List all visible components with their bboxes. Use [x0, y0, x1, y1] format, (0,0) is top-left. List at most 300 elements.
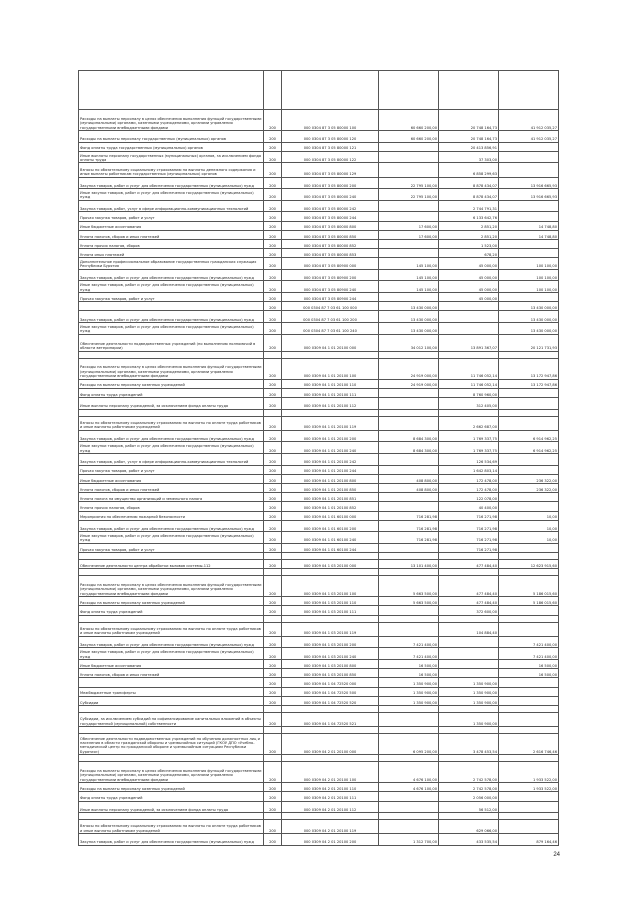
- row-code-cell: 200: [264, 430, 282, 442]
- row-approved-cell: 34 012 100,00: [379, 334, 439, 351]
- row-unexecuted-cell: 1 933 522,00: [499, 762, 559, 783]
- row-unexecuted-cell: 10,00: [499, 511, 559, 520]
- row-kbk-cell: 000 0309 04 1 01 20100 800: [282, 474, 379, 483]
- row-executed-cell: 20 413 856,91: [439, 142, 499, 151]
- row-approved-cell: [379, 200, 439, 212]
- row-unexecuted-cell: [499, 502, 559, 511]
- row-executed-cell: [439, 553, 499, 560]
- row-name-cell: Уплата налогов, сборов и иных платежей: [79, 483, 264, 492]
- row-kbk-cell: 000 0309 04 2 01 20100 000: [282, 734, 379, 755]
- row-executed-cell: 8 878 434,07: [439, 177, 499, 189]
- row-code-cell: 200: [264, 783, 282, 792]
- row-kbk-cell: 000 0309 04 1 01 60100 244: [282, 543, 379, 552]
- row-approved-cell: [379, 416, 439, 430]
- row-code-cell: 200: [264, 678, 282, 687]
- row-code-cell: 200: [264, 483, 282, 492]
- row-code-cell: 200: [264, 834, 282, 846]
- row-unexecuted-cell: [499, 239, 559, 248]
- row-name-cell: Уплата иных платежей: [79, 249, 264, 258]
- row-unexecuted-cell: 7 421 400,00: [499, 648, 559, 660]
- row-kbk-cell: 000 0309 04 1 01 20100 000: [282, 334, 379, 351]
- row-approved-cell: 1 350 900,00: [379, 696, 439, 705]
- row-name-cell: Иные закупки товаров, работ и услуг для обеспечения государственных (муниципальных) нужд: [79, 648, 264, 660]
- row-approved-cell: 145 100,00: [379, 258, 439, 270]
- table-row: [79, 727, 559, 734]
- row-unexecuted-cell: [499, 151, 559, 163]
- row-approved-cell: 1 312 700,00: [379, 834, 439, 846]
- row-kbk-cell: [282, 71, 379, 110]
- table-row: [79, 734, 559, 755]
- row-unexecuted-cell: [499, 712, 559, 726]
- row-approved-cell: [379, 502, 439, 511]
- row-kbk-cell: 000 0309 04 1 03 20100 119: [282, 622, 379, 636]
- table-row: [79, 430, 559, 442]
- table-row: [79, 543, 559, 552]
- row-approved-cell: [379, 705, 439, 712]
- row-name-cell: Иные бюджетные ассигнования: [79, 660, 264, 669]
- row-kbk-cell: 000 0309 04 1 03 20100 200: [282, 636, 379, 648]
- row-name-cell: [79, 678, 264, 687]
- table-row: [79, 269, 559, 281]
- row-unexecuted-cell: 12 623 915,60: [499, 560, 559, 569]
- table-row: [79, 249, 559, 258]
- row-kbk-cell: 000 0304 87 3 05 80000 242: [282, 200, 379, 212]
- row-name-cell: Иные выплаты персоналу учреждений, за исключением фонда оплаты труда: [79, 398, 264, 410]
- table-row: [79, 465, 559, 474]
- row-code-cell: 200: [264, 660, 282, 669]
- table-row: [79, 615, 559, 622]
- table-row: [79, 163, 559, 177]
- row-name-cell: Иные закупки товаров, работ и услуг для обеспечения государственных (муниципальных) нужд: [79, 281, 264, 293]
- row-approved-cell: [379, 249, 439, 258]
- row-kbk-cell: [282, 553, 379, 560]
- row-executed-cell: [439, 409, 499, 416]
- row-approved-cell: 24 919 000,00: [379, 358, 439, 379]
- row-name-cell: Закупка товаров, работ и услуг для обеспечения государственных (муниципальных) нужд: [79, 311, 264, 323]
- row-name-cell: Прочая закупка товаров, работ и услуг: [79, 212, 264, 221]
- row-code-cell: [264, 409, 282, 416]
- row-code-cell: [264, 553, 282, 560]
- row-approved-cell: 13 430 000,00: [379, 302, 439, 311]
- row-name-cell: Взносы по обязательному социальному страхованию на выплаты по оплате труда работников и иные выплаты работникам учреждений: [79, 820, 264, 834]
- row-unexecuted-cell: 16 500,00: [499, 669, 559, 678]
- row-approved-cell: 22 795 100,00: [379, 177, 439, 189]
- row-kbk-cell: 000 0309 04 1 01 20100 851: [282, 493, 379, 502]
- row-approved-cell: 24 919 000,00: [379, 379, 439, 388]
- row-approved-cell: 1 350 900,00: [379, 687, 439, 696]
- row-kbk-cell: 000 0304 87 3 05 80000 853: [282, 249, 379, 258]
- row-executed-cell: 716 271,98: [439, 532, 499, 544]
- row-code-cell: 200: [264, 293, 282, 302]
- table-row: [79, 813, 559, 820]
- row-kbk-cell: 000 0309 04 1 01 20100 119: [282, 416, 379, 430]
- row-kbk-cell: 000 0304 87 7 03 61 100 200: [282, 311, 379, 323]
- row-unexecuted-cell: [499, 293, 559, 302]
- table-row: [79, 553, 559, 560]
- row-executed-cell: [439, 705, 499, 712]
- row-code-cell: [264, 727, 282, 734]
- page-number: 24: [553, 852, 560, 858]
- row-code-cell: 200: [264, 511, 282, 520]
- row-kbk-cell: 000 0309 04 1 03 20100 800: [282, 660, 379, 669]
- row-unexecuted-cell: [499, 606, 559, 615]
- row-executed-cell: 6 858 299,63: [439, 163, 499, 177]
- table-row: [79, 755, 559, 762]
- row-kbk-cell: 000 0309 04 1 03 20100 850: [282, 669, 379, 678]
- row-kbk-cell: 000 0304 87 3 05 80000 121: [282, 142, 379, 151]
- row-unexecuted-cell: [499, 142, 559, 151]
- row-approved-cell: 60 660 200,00: [379, 131, 439, 143]
- table-row: [79, 293, 559, 302]
- table-row: [79, 801, 559, 813]
- row-executed-cell: 3 478 453,54: [439, 734, 499, 755]
- row-kbk-cell: 000 0304 87 3 05 80000 200: [282, 177, 379, 189]
- row-approved-cell: 716 281,98: [379, 532, 439, 544]
- row-kbk-cell: 000 0309 04 1 04 72520 000: [282, 678, 379, 687]
- row-code-cell: 200: [264, 801, 282, 813]
- table-row: [79, 483, 559, 492]
- row-kbk-cell: [282, 351, 379, 358]
- row-code-cell: 200: [264, 398, 282, 410]
- row-name-cell: Расходы на выплаты персоналу казенных учреждений: [79, 783, 264, 792]
- row-unexecuted-cell: 236 322,00: [499, 483, 559, 492]
- row-code-cell: 200: [264, 465, 282, 474]
- row-unexecuted-cell: [499, 622, 559, 636]
- row-name-cell: Субсидии, за исключением субсидий на софинансирование капитальных вложений в объекты государственной (муниципальной) собственности: [79, 712, 264, 726]
- row-unexecuted-cell: 13 172 947,86: [499, 358, 559, 379]
- row-name-cell: Закупка товаров, работ и услуг для обеспечения государственных (муниципальных) нужд: [79, 636, 264, 648]
- row-name-cell: Обеспечение деятельности подведомственных учреждений (по выполнению полномочий в области ветеринарии): [79, 334, 264, 351]
- row-code-cell: 200: [264, 622, 282, 636]
- row-name-cell: Закупка товаров, работ и услуг для обеспечения государственных (муниципальных) нужд: [79, 520, 264, 532]
- row-code-cell: 200: [264, 442, 282, 454]
- table-row: [79, 334, 559, 351]
- table-row: [79, 648, 559, 660]
- row-unexecuted-cell: [499, 678, 559, 687]
- row-code-cell: 200: [264, 200, 282, 212]
- row-kbk-cell: 000 0309 04 1 01 60100 240: [282, 532, 379, 544]
- row-name-cell: Взносы по обязательному социальному страхованию на выплаты по оплате труда работников и иные выплаты работникам учреждений: [79, 416, 264, 430]
- row-name-cell: Дополнительное профессиональное образование государственных гражданских служащих Республики Бурятия: [79, 258, 264, 270]
- row-code-cell: 200: [264, 687, 282, 696]
- row-unexecuted-cell: 41 912 035,27: [499, 110, 559, 131]
- row-name-cell: Уплата прочих налогов, сборов: [79, 239, 264, 248]
- row-kbk-cell: 000 0304 87 3 05 80000 850: [282, 230, 379, 239]
- row-kbk-cell: 000 0309 04 1 03 20100 111: [282, 606, 379, 615]
- row-executed-cell: 122 078,00: [439, 493, 499, 502]
- row-kbk-cell: 000 0304 87 3 05 80900 200: [282, 269, 379, 281]
- row-unexecuted-cell: [499, 398, 559, 410]
- row-approved-cell: [379, 351, 439, 358]
- table-row: [79, 398, 559, 410]
- table-row: [79, 474, 559, 483]
- row-name-cell: Прочая закупка товаров, работ и услуг: [79, 465, 264, 474]
- row-executed-cell: 2 662 687,00: [439, 416, 499, 430]
- row-name-cell: Взносы по обязательному социальному страхованию на выплаты денежного содержания и иные выплаты работникам государственных (муниципальных) органов: [79, 163, 264, 177]
- row-executed-cell: 45 000,00: [439, 293, 499, 302]
- budget-execution-table: [78, 70, 559, 846]
- row-name-cell: Мероприятия по обеспечению пожарной безопасности: [79, 511, 264, 520]
- row-code-cell: 200: [264, 388, 282, 397]
- row-code-cell: 200: [264, 269, 282, 281]
- row-approved-cell: [379, 71, 439, 110]
- row-kbk-cell: 000 0309 04 1 01 20100 111: [282, 388, 379, 397]
- row-kbk-cell: [282, 569, 379, 576]
- row-name-cell: Закупка товаров, работ, услуг в сфере информационно-коммуникационных технологий: [79, 200, 264, 212]
- table-row: [79, 239, 559, 248]
- row-kbk-cell: [282, 755, 379, 762]
- row-code-cell: [264, 755, 282, 762]
- row-code-cell: 200: [264, 249, 282, 258]
- row-unexecuted-cell: 13 916 665,93: [499, 177, 559, 189]
- row-name-cell: Фонд оплаты труда учреждений: [79, 792, 264, 801]
- table-row: [79, 502, 559, 511]
- table-row: [79, 230, 559, 239]
- row-name-cell: [79, 553, 264, 560]
- table-row: [79, 622, 559, 636]
- row-code-cell: 200: [264, 712, 282, 726]
- row-code-cell: 200: [264, 131, 282, 143]
- row-executed-cell: 1 523,00: [439, 239, 499, 248]
- row-approved-cell: [379, 712, 439, 726]
- row-kbk-cell: 000 0309 04 1 01 60100 000: [282, 511, 379, 520]
- row-executed-cell: 40 400,00: [439, 502, 499, 511]
- row-code-cell: 200: [264, 493, 282, 502]
- row-kbk-cell: 000 0304 87 3 05 80000 240: [282, 189, 379, 201]
- row-executed-cell: [439, 311, 499, 323]
- row-code-cell: 200: [264, 416, 282, 430]
- row-name-cell: Фонд оплаты труда учреждений: [79, 606, 264, 615]
- table-row: [79, 71, 559, 110]
- row-executed-cell: 2 851,20: [439, 221, 499, 230]
- row-code-cell: 200: [264, 474, 282, 483]
- row-approved-cell: [379, 398, 439, 410]
- table-row: [79, 189, 559, 201]
- row-name-cell: Прочая закупка товаров, работ и услуг: [79, 293, 264, 302]
- row-code-cell: 200: [264, 502, 282, 511]
- row-code-cell: 200: [264, 323, 282, 335]
- row-unexecuted-cell: 13 916 665,93: [499, 189, 559, 201]
- table-row: [79, 636, 559, 648]
- row-approved-cell: [379, 163, 439, 177]
- row-executed-cell: 45 000,00: [439, 269, 499, 281]
- row-unexecuted-cell: [499, 792, 559, 801]
- table-row: [79, 258, 559, 270]
- row-approved-cell: [379, 212, 439, 221]
- row-executed-cell: 37 303,00: [439, 151, 499, 163]
- table-row: [79, 142, 559, 151]
- row-approved-cell: 145 100,00: [379, 281, 439, 293]
- row-code-cell: 200: [264, 110, 282, 131]
- table-row: [79, 532, 559, 544]
- row-approved-cell: 145 100,00: [379, 269, 439, 281]
- table-row: [79, 379, 559, 388]
- row-code-cell: 200: [264, 177, 282, 189]
- row-unexecuted-cell: [499, 696, 559, 705]
- table-row: [79, 212, 559, 221]
- row-approved-cell: [379, 792, 439, 801]
- row-name-cell: Уплата налогов, сборов и иных платежей: [79, 230, 264, 239]
- row-kbk-cell: 000 0304 87 3 05 80900 000: [282, 258, 379, 270]
- table-row: [79, 493, 559, 502]
- row-executed-cell: 477 484,40: [439, 576, 499, 597]
- row-executed-cell: 678,20: [439, 249, 499, 258]
- row-executed-cell: 20 748 164,73: [439, 131, 499, 143]
- row-kbk-cell: [282, 615, 379, 622]
- row-kbk-cell: 000 0309 04 1 01 20100 242: [282, 453, 379, 465]
- row-approved-cell: 17 600,00: [379, 221, 439, 230]
- table-row: [79, 792, 559, 801]
- table-row: [79, 696, 559, 705]
- row-name-cell: [79, 351, 264, 358]
- row-kbk-cell: [282, 705, 379, 712]
- row-name-cell: Иные бюджетные ассигнования: [79, 474, 264, 483]
- row-kbk-cell: 000 0309 04 1 01 20100 850: [282, 483, 379, 492]
- row-executed-cell: 1 642 803,14: [439, 465, 499, 474]
- table-body: [79, 71, 559, 846]
- row-executed-cell: 6 133 642,76: [439, 212, 499, 221]
- row-unexecuted-cell: 13 430 000,00: [499, 302, 559, 311]
- row-executed-cell: 372 600,00: [439, 606, 499, 615]
- row-kbk-cell: 000 0309 04 1 01 20100 200: [282, 430, 379, 442]
- row-approved-cell: 13 430 000,00: [379, 311, 439, 323]
- table-row: [79, 678, 559, 687]
- row-approved-cell: 7 421 400,00: [379, 648, 439, 660]
- row-executed-cell: 2 742 578,00: [439, 762, 499, 783]
- row-unexecuted-cell: 41 912 035,27: [499, 131, 559, 143]
- row-unexecuted-cell: 6 914 962,25: [499, 430, 559, 442]
- row-approved-cell: [379, 606, 439, 615]
- row-approved-cell: [379, 755, 439, 762]
- row-kbk-cell: 000 0304 87 7 03 61 100 240: [282, 323, 379, 335]
- row-executed-cell: [439, 669, 499, 678]
- row-name-cell: Закупка товаров, работ, услуг в сфере информационно-коммуникационных технологий: [79, 453, 264, 465]
- row-executed-cell: 629 066,00: [439, 820, 499, 834]
- row-executed-cell: 477 484,40: [439, 560, 499, 569]
- row-executed-cell: 11 746 052,14: [439, 358, 499, 379]
- row-executed-cell: [439, 351, 499, 358]
- row-kbk-cell: 000 0304 87 3 05 80000 120: [282, 131, 379, 143]
- row-unexecuted-cell: 1 933 522,00: [499, 783, 559, 792]
- row-approved-cell: [379, 493, 439, 502]
- row-approved-cell: [379, 409, 439, 416]
- table-row: [79, 820, 559, 834]
- table-row: [79, 511, 559, 520]
- row-unexecuted-cell: 100 100,00: [499, 258, 559, 270]
- row-code-cell: 200: [264, 669, 282, 678]
- row-unexecuted-cell: [499, 453, 559, 465]
- table-row: [79, 221, 559, 230]
- row-kbk-cell: 000 0304 87 3 05 80000 122: [282, 151, 379, 163]
- row-code-cell: 200: [264, 560, 282, 569]
- row-approved-cell: [379, 239, 439, 248]
- row-executed-cell: 477 484,40: [439, 597, 499, 606]
- row-executed-cell: 1 769 337,75: [439, 430, 499, 442]
- row-name-cell: Закупка товаров, работ и услуг для обеспечения государственных (муниципальных) нужд: [79, 834, 264, 846]
- row-executed-cell: 45 000,00: [439, 281, 499, 293]
- row-approved-cell: 6 095 200,00: [379, 734, 439, 755]
- row-executed-cell: [439, 323, 499, 335]
- row-executed-cell: 433 535,54: [439, 834, 499, 846]
- row-executed-cell: 172 478,00: [439, 474, 499, 483]
- row-executed-cell: 13 891 367,07: [439, 334, 499, 351]
- row-unexecuted-cell: [499, 416, 559, 430]
- table-row: [79, 442, 559, 454]
- row-code-cell: 200: [264, 302, 282, 311]
- row-executed-cell: 104 884,40: [439, 622, 499, 636]
- table-row: [79, 834, 559, 846]
- row-unexecuted-cell: 13 172 947,86: [499, 379, 559, 388]
- row-kbk-cell: 000 0309 04 1 01 20100 112: [282, 398, 379, 410]
- row-name-cell: Иные выплаты персоналу государственных (муниципальных) органов, за исключением фонда оплаты труда: [79, 151, 264, 163]
- row-code-cell: 200: [264, 453, 282, 465]
- row-unexecuted-cell: 100 100,00: [499, 281, 559, 293]
- row-approved-cell: [379, 453, 439, 465]
- table-row: [79, 281, 559, 293]
- row-code-cell: [264, 705, 282, 712]
- row-kbk-cell: 000 0309 04 1 01 20100 852: [282, 502, 379, 511]
- row-executed-cell: 126 534,69: [439, 453, 499, 465]
- row-executed-cell: 716 271,98: [439, 511, 499, 520]
- row-unexecuted-cell: [499, 249, 559, 258]
- row-code-cell: 200: [264, 543, 282, 552]
- row-unexecuted-cell: [499, 727, 559, 734]
- row-executed-cell: 1 350 900,00: [439, 687, 499, 696]
- row-name-cell: Субсидии: [79, 696, 264, 705]
- row-code-cell: 200: [264, 151, 282, 163]
- row-executed-cell: 1 350 900,00: [439, 696, 499, 705]
- row-executed-cell: 2 742 578,00: [439, 783, 499, 792]
- row-executed-cell: 2 744 791,31: [439, 200, 499, 212]
- row-approved-cell: 13 101 400,00: [379, 560, 439, 569]
- row-approved-cell: 5 663 500,00: [379, 597, 439, 606]
- row-unexecuted-cell: 5 186 015,60: [499, 576, 559, 597]
- row-approved-cell: 17 600,00: [379, 230, 439, 239]
- table-row: [79, 705, 559, 712]
- row-unexecuted-cell: [499, 813, 559, 820]
- table-row: [79, 388, 559, 397]
- row-name-cell: Обеспечение деятельности центра обработки вызовов системы-112: [79, 560, 264, 569]
- row-unexecuted-cell: [499, 569, 559, 576]
- row-approved-cell: [379, 465, 439, 474]
- row-executed-cell: [439, 302, 499, 311]
- row-code-cell: [264, 71, 282, 110]
- row-kbk-cell: 000 0309 04 1 03 20100 240: [282, 648, 379, 660]
- row-kbk-cell: 000 0304 87 3 05 80000 244: [282, 212, 379, 221]
- row-approved-cell: [379, 615, 439, 622]
- table-row: [79, 783, 559, 792]
- row-name-cell: Иные бюджетные ассигнования: [79, 221, 264, 230]
- row-unexecuted-cell: 13 430 000,00: [499, 323, 559, 335]
- row-unexecuted-cell: [499, 705, 559, 712]
- table-row: [79, 416, 559, 430]
- row-unexecuted-cell: [499, 351, 559, 358]
- row-approved-cell: 716 281,98: [379, 511, 439, 520]
- row-approved-cell: [379, 142, 439, 151]
- row-name-cell: Уплата прочих налогов, сборов: [79, 502, 264, 511]
- row-unexecuted-cell: [499, 409, 559, 416]
- row-approved-cell: [379, 151, 439, 163]
- row-code-cell: 200: [264, 163, 282, 177]
- row-name-cell: Межбюджетные трансферты: [79, 687, 264, 696]
- table-row: [79, 131, 559, 143]
- table-row: [79, 409, 559, 416]
- row-unexecuted-cell: 6 914 962,25: [499, 442, 559, 454]
- row-name-cell: Расходы на выплаты персоналу казенных учреждений: [79, 379, 264, 388]
- row-approved-cell: [379, 813, 439, 820]
- row-approved-cell: 5 663 500,00: [379, 576, 439, 597]
- row-executed-cell: 312 405,00: [439, 398, 499, 410]
